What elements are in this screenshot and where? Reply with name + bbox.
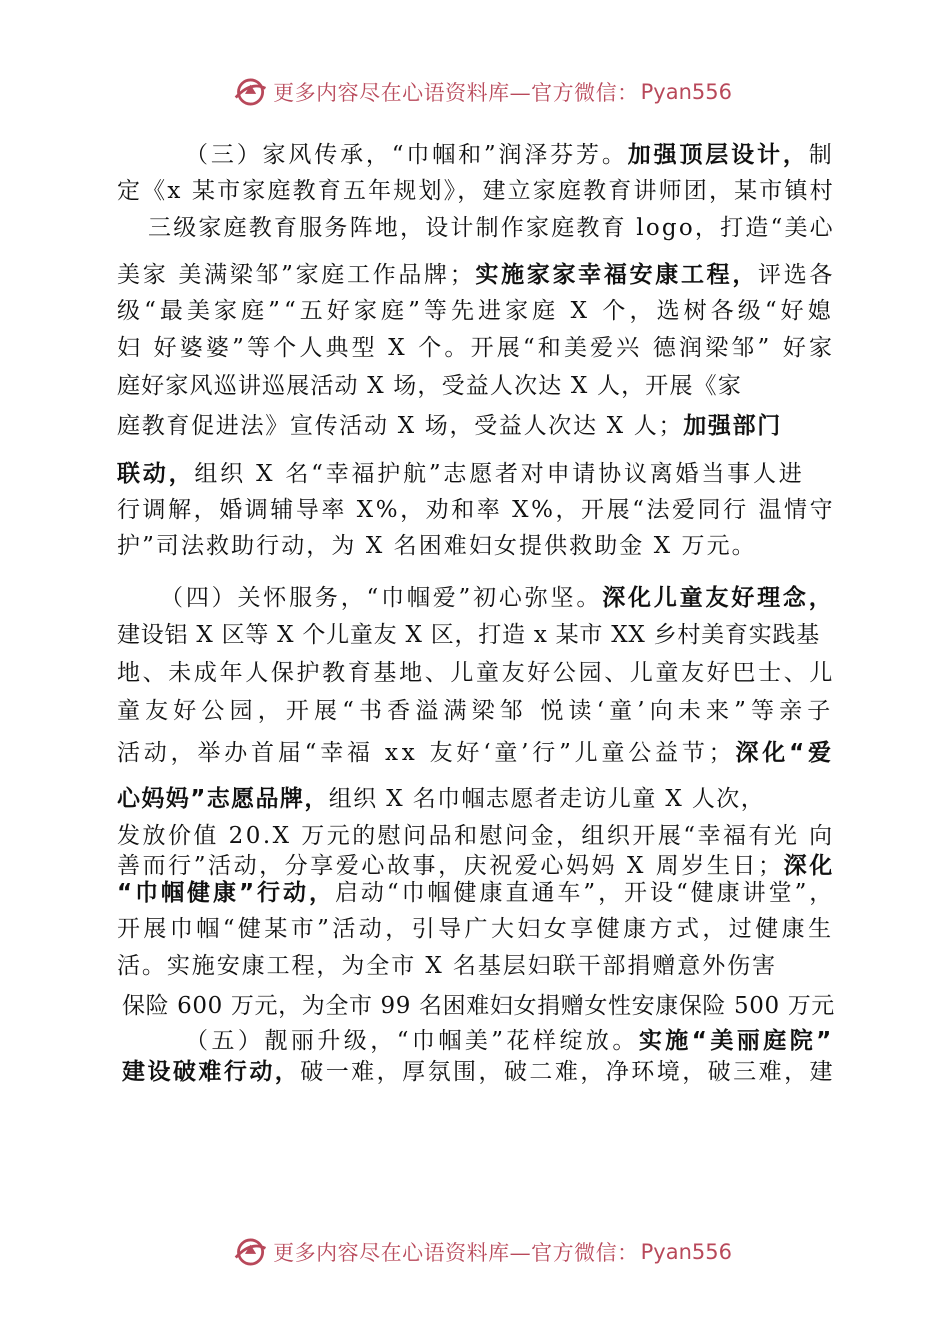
bold-phrase: 加强顶层设计， bbox=[627, 142, 809, 168]
text-segment: 定《x 某市家庭教育五年规划》，建立家庭教育讲师团，某市镇村 bbox=[117, 178, 835, 204]
text-line bbox=[117, 371, 742, 401]
header-banner-id: Pyan556 bbox=[640, 80, 732, 104]
text-segment: （四）关怀服务，“巾帼爱”初心弥坚。 bbox=[160, 585, 603, 611]
text-segment: 童友好公园，开展“书香溢满梁邹 悦读‘童’向未来”等亲子 bbox=[117, 698, 836, 724]
text-line bbox=[117, 658, 835, 688]
text-line bbox=[122, 1057, 835, 1087]
text-line bbox=[117, 914, 835, 944]
footer-banner-text: 更多内容尽在心语资料库—官方微信： bbox=[273, 1241, 639, 1265]
text-line bbox=[117, 531, 757, 561]
text-line bbox=[117, 459, 805, 489]
text-segment: 组织 X 名“幸福护航”志愿者对申请协议离婚当事人进 bbox=[194, 461, 805, 487]
text-line bbox=[117, 851, 835, 881]
text-segment: 评选各 bbox=[758, 262, 836, 288]
text-segment: 级“最美家庭”“五好家庭”等先进家庭 X 个，选树各级“好媳 bbox=[117, 298, 835, 324]
text-line bbox=[117, 333, 835, 363]
text-segment: 护”司法救助行动，为 X 名困难妇女提供救助金 X 万元。 bbox=[117, 533, 757, 559]
text-segment: 善而行”活动，分享爱心故事，庆祝爱心妈妈 X 周岁生日； bbox=[117, 853, 784, 879]
text-segment: 建设铝 X 区等 X 个儿童友 X 区，打造 x 某市 XX 乡村美育实践基 bbox=[117, 622, 820, 648]
text-segment: 启动“巾帼健康直通车”，开设“健康讲堂”， bbox=[334, 880, 836, 906]
text-line bbox=[117, 411, 782, 441]
bold-phrase: 实施家家幸福安康工程， bbox=[475, 262, 759, 288]
text-line bbox=[117, 784, 765, 814]
text-segment: 组织 X 名巾帼志愿者走访儿童 X 人次， bbox=[328, 786, 766, 812]
text-line bbox=[117, 176, 835, 206]
text-line bbox=[117, 296, 835, 326]
bold-phrase: 深化儿童友好理念， bbox=[602, 585, 835, 611]
bold-phrase: 心妈妈”志愿品牌， bbox=[117, 786, 329, 812]
text-line bbox=[122, 991, 835, 1021]
text-line bbox=[117, 738, 835, 768]
text-segment: 发放价值 20.X 万元的慰问品和慰问金，组织开展“幸福有光 向 bbox=[117, 823, 835, 849]
bold-phrase: 实施“美丽庭院” bbox=[638, 1028, 835, 1054]
text-line bbox=[117, 878, 835, 908]
text-segment: 行调解，婚调辅导率 X%，劝和率 X%，开展“法爱同行 温情守 bbox=[117, 497, 836, 523]
text-segment: 活动，举办首届“幸福 xx 友好‘童’行”儿童公益节； bbox=[117, 740, 736, 766]
text-segment: （五）靓丽升级，“巾帼美”花样绽放。 bbox=[185, 1028, 639, 1054]
text-line bbox=[117, 260, 835, 290]
header-banner-text: 更多内容尽在心语资料库—官方微信： bbox=[273, 81, 639, 105]
bold-phrase: 加强部门 bbox=[683, 413, 783, 439]
text-segment: 庭好家风巡讲巡展活动 X 场，受益人次达 X 人，开展《家 bbox=[117, 373, 742, 399]
text-segment: （三）家风传承，“巾帼和”润泽芬芳。 bbox=[185, 142, 628, 168]
text-segment: 地、未成年人保护教育基地、儿童友好公园、儿童友好巴士、儿 bbox=[117, 660, 835, 686]
text-segment: 保险 600 万元，为全市 99 名困难妇女捐赠女性安康保险 500 万元 bbox=[122, 993, 835, 1019]
text-segment: 制 bbox=[808, 142, 835, 168]
text-line bbox=[117, 620, 820, 650]
text-segment: 开展巾帼“健某市”活动，引导广大妇女享健康方式，过健康生 bbox=[117, 916, 835, 942]
text-segment: 活。实施安康工程，为全市 X 名基层妇联干部捐赠意外伤害 bbox=[117, 953, 777, 979]
text-line bbox=[148, 213, 835, 243]
text-segment: 三级家庭教育服务阵地，设计制作家庭教育 logo，打造“美心 bbox=[148, 215, 835, 241]
text-segment: 妇 好婆婆”等个人典型 X 个。开展“和美爱兴 德润梁邹” 好家 bbox=[117, 335, 836, 361]
logo-icon bbox=[232, 72, 269, 112]
bold-phrase: 深化“爱 bbox=[735, 740, 835, 766]
text-line bbox=[185, 1026, 835, 1056]
footer-banner-id: Pyan556 bbox=[640, 1240, 732, 1264]
text-segment: 庭教育促进法》宣传活动 X 场，受益人次达 X 人； bbox=[117, 413, 684, 439]
bold-phrase: “巾帼健康”行动， bbox=[117, 880, 335, 906]
header-banner bbox=[232, 70, 732, 114]
text-segment: 美家 美满梁邹”家庭工作品牌； bbox=[117, 262, 476, 288]
text-line bbox=[160, 583, 835, 613]
logo-icon bbox=[232, 1232, 269, 1272]
bold-phrase: 联动， bbox=[117, 461, 195, 487]
bold-phrase: 建设破难行动， bbox=[122, 1059, 301, 1085]
text-line bbox=[117, 821, 835, 851]
text-segment: 破一难，厚氛围，破二难，净环境，破三难，建 bbox=[300, 1059, 835, 1085]
text-line bbox=[185, 140, 835, 170]
text-line bbox=[117, 495, 835, 525]
text-line bbox=[117, 951, 777, 981]
bold-phrase: 深化 bbox=[783, 853, 835, 879]
text-line bbox=[117, 696, 835, 726]
footer-banner bbox=[232, 1230, 732, 1274]
